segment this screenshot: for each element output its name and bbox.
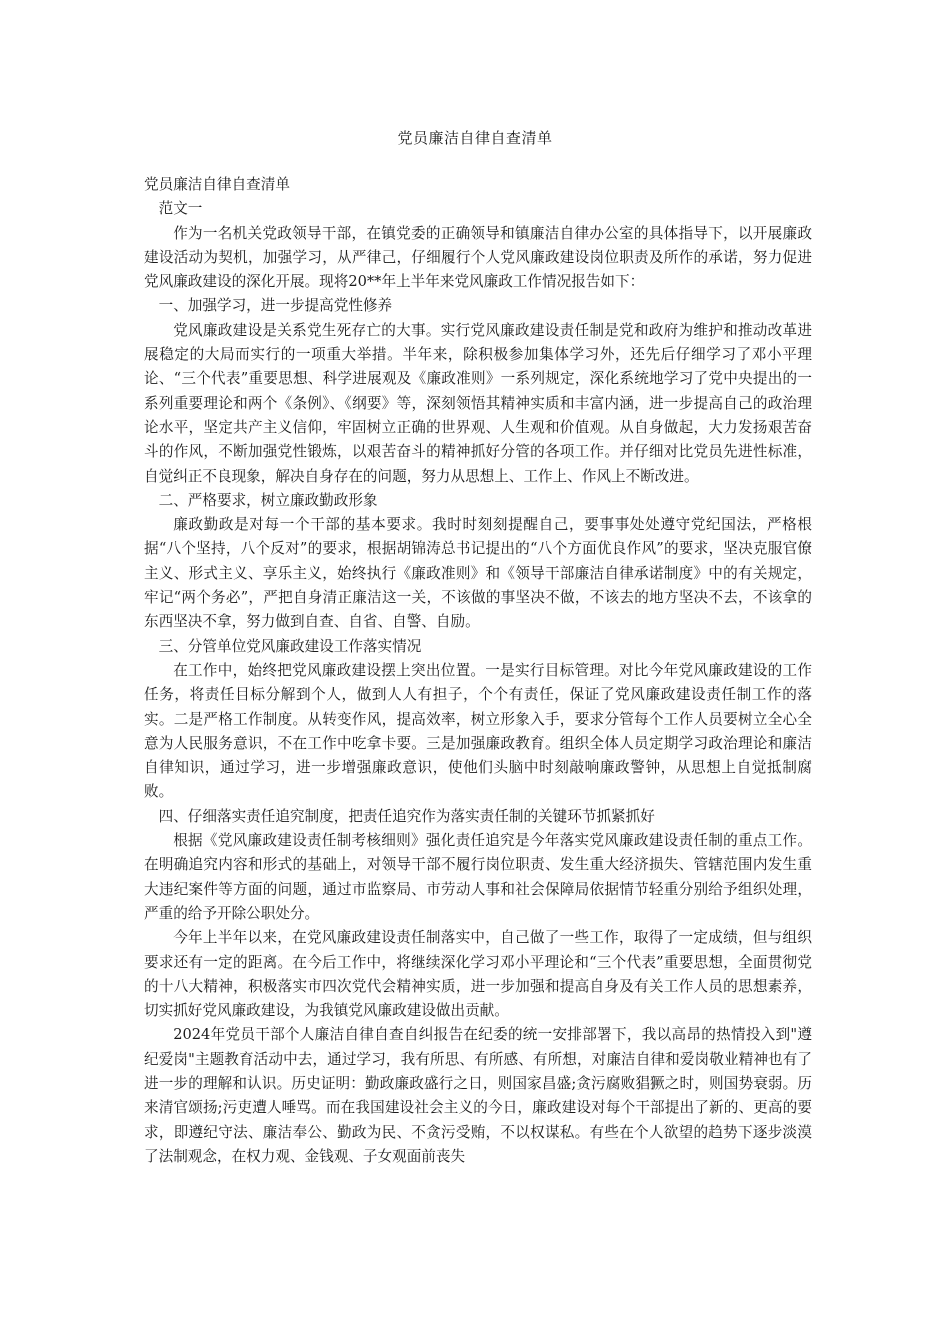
document-subtitle: 党员廉洁自律自查清单 bbox=[144, 176, 290, 193]
section-heading-4: 四、仔细落实责任追究制度，把责任追究作为落实责任制的关键环节抓紧抓好 bbox=[158, 807, 655, 825]
section-heading-1: 一、加强学习，进一步提高党性修养 bbox=[158, 297, 393, 315]
document-body bbox=[144, 173, 812, 1169]
document-title: 党员廉洁自律自查清单 bbox=[397, 129, 553, 147]
section-heading-3: 三、分管单位党风廉政建设工作落实情况 bbox=[158, 637, 422, 655]
paragraph-report-2024: 2024年党员干部个人廉洁自律自查自纠报告在纪委的统一安排部署下，我以高昂的热情投入到"遵纪爱岗"主题教育活动中去，通过学习，我有所思、有所感、有所想，对廉洁自律和爱岗敬业精神也有了进一步的理解和认识。历史证明：勤政廉政盛行之日，则国家昌盛;贪污腐败猖獗之时，则国势衰弱。历来清官颂扬;污吏遭人唾骂。而在我国建设社会主义的今日，廉政建设对每个干部提出了新的、更高的要求，即遵纪守法、廉洁奉公、勤政为民、不贪污受贿，不以权谋私。有些在个人欲望的趋势下逐步淡漠了法制观念，在权力观、金钱观、子女观面前丧失 bbox=[144, 1026, 812, 1165]
paragraph-intro: 作为一名机关党政领导干部，在镇党委的正确领导和镇廉洁自律办公室的具体指导下，以开展廉政建设活动为契机，加强学习，从严律己，仔细履行个人党风廉政建设岗位职责及所作的承诺，努力促进党风廉政建设的深化开展。现将20**年上半年来党风廉政工作情况报告如下： bbox=[144, 224, 812, 291]
sample-label: 范文一 bbox=[158, 200, 203, 218]
paragraph-section-4: 根据《党风廉政建设责任制考核细则》强化责任追究是今年落实党风廉政建设责任制的重点工作。在明确追究内容和形式的基础上，对领导干部不履行岗位职责、发生重大经济损失、管辖范围内发生重大违纪案件等方面的问题，通过市监察局、市劳动人事和社会保障局依据情节轻重分别给予组织处理，严重的给予开除公职处分。 bbox=[144, 832, 812, 922]
paragraph-section-3: 在工作中，始终把党风廉政建设摆上突出位置。一是实行目标管理。对比今年党风廉政建设的工作任务，将责任目标分解到个人，做到人人有担子，个个有责任，保证了党风廉政建设责任制工作的落实。二是严格工作制度。从转变作风，提高效率，树立形象入手，要求分管每个工作人员要树立全心全意为人民服务意识，不在工作中吃拿卡要。三是加强廉政教育。组织全体人员定期学习政治理论和廉洁自律知识，通过学习，进一步增强廉政意识，使他们头脑中时刻敲响廉政警钟，从思想上自觉抵制腐败。 bbox=[144, 661, 812, 801]
paragraph-summary: 今年上半年以来，在党风廉政建设责任制落实中，自己做了一些工作，取得了一定成绩，但与组织要求还有一定的距离。在今后工作中，将继续深化学习邓小平理论和“三个代表”重要思想，全面贯彻党的十八大精神，积极落实市四次党代会精神实质，进一步加强和提高自身及有关工作人员的思想素养，切实抓好党风廉政建设，为我镇党风廉政建设做出贡献。 bbox=[144, 929, 812, 1020]
section-heading-2: 二、严格要求，树立廉政勤政形象 bbox=[158, 491, 378, 509]
paragraph-section-2: 廉政勤政是对每一个干部的基本要求。我时时刻刻提醒自己，要事事处处遵守党纪国法，严格根据“八个坚持，八个反对”的要求，根据胡锦涛总书记提出的“八个方面优良作风”的要求，坚决克服官僚主义、形式主义、享乐主义，始终执行《廉政准则》和《领导干部廉洁自律承诺制度》中的有关规定，牢记“两个务必”，严把自身清正廉洁这一关，不该做的事坚决不做，不该去的地方坚决不去，不该拿的东西坚决不拿，努力做到自查、自省、自警、自励。 bbox=[144, 516, 812, 631]
paragraph-section-1: 党风廉政建设是关系党生死存亡的大事。实行党风廉政建设责任制是党和政府为维护和推动改革进展稳定的大局而实行的一项重大举措。半年来，除积极参加集体学习外，还先后仔细学习了邓小平理论、“三个代表”重要思想、科学进展观及《廉政准则》一系列规定，深化系统地学习了党中央提出的一系列重要理论和两个《条例》、《纲要》等，深刻领悟其精神实质和丰富内涵，进一步提高自己的政治理论水平，坚定共产主义信仰，牢固树立正确的世界观、人生观和价值观。从自身做起，大力发扬艰苦奋斗的作风，不断加强党性锻炼，以艰苦奋斗的精神抓好分管的各项工作。并仔细对比党员先进性标准，自觉纠正不良现象，解决自身存在的问题，努力从思想上、工作上、作风上不断改进。 bbox=[144, 321, 812, 485]
